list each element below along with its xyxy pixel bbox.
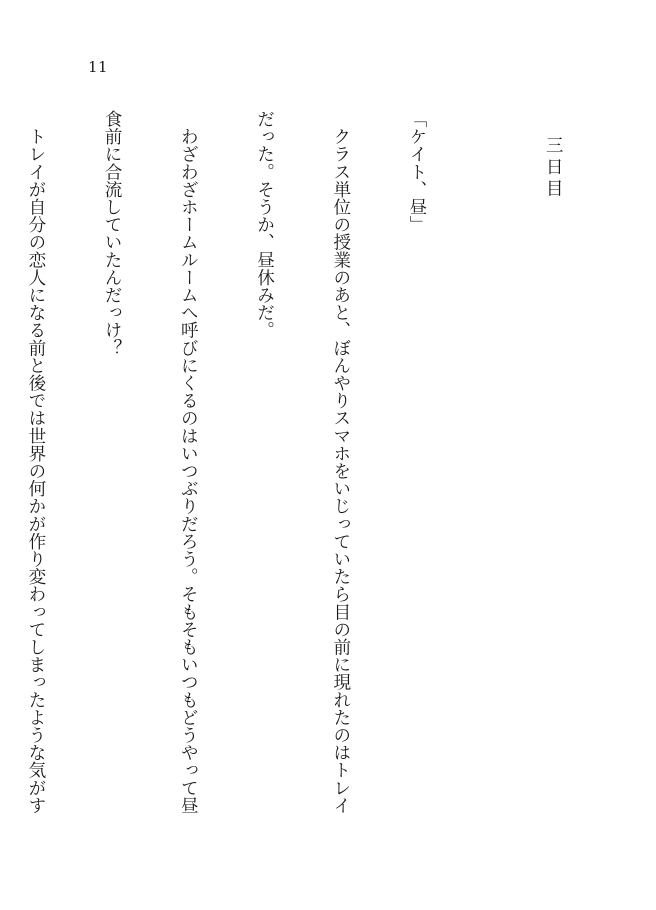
text-line: だった。そうか、昼休みだ。 bbox=[254, 110, 275, 339]
chapter-title: 三日目 bbox=[543, 136, 564, 201]
text-line: トレイが自分の恋人になる前と後では世界の何かが作り変わってしまったような気がす bbox=[25, 110, 46, 814]
novel-text-block bbox=[0, 110, 616, 850]
text-line: 食前に合流していたんだっけ？ bbox=[102, 110, 123, 357]
text-line: 「ケイト、昼」 bbox=[406, 110, 427, 234]
page-number: 11 bbox=[88, 58, 109, 76]
text-line: わざわざホームルームへ呼びにくるのはいつぶりだろう。そもそもいつもどうやって昼 bbox=[178, 110, 199, 814]
text-line: クラス単位の授業のあと、ぼんやりスマホをいじっていたら目の前に現れたのはトレイ bbox=[330, 110, 351, 814]
